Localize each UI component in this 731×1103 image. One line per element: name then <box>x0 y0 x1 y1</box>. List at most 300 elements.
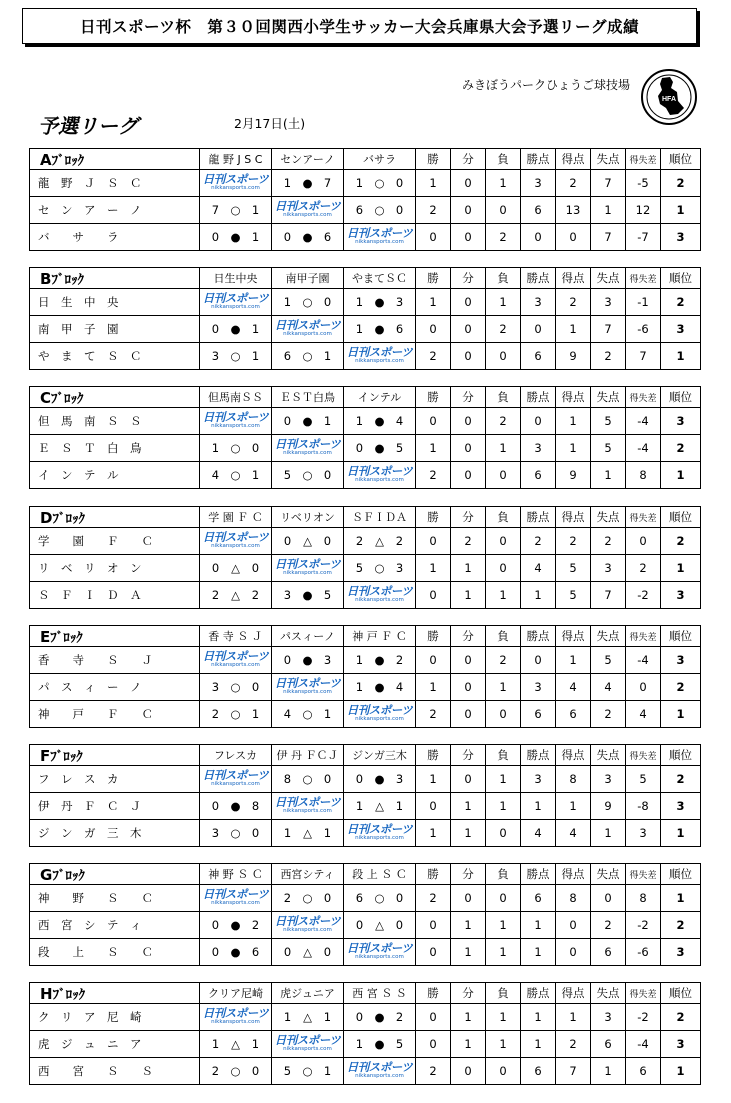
rank: 1 <box>661 343 701 370</box>
opponent-header: 神 野 Ｓ Ｃ <box>200 864 272 885</box>
match-result <box>200 793 272 820</box>
match-result <box>344 885 416 912</box>
block-letter: G <box>40 865 53 884</box>
goals-against-total: 5 <box>591 647 626 674</box>
result-mark: ○ <box>230 349 241 363</box>
table-row <box>30 912 701 939</box>
page-title <box>22 8 697 44</box>
column-header: 失点 <box>591 387 626 408</box>
score <box>272 891 343 905</box>
goals-against: 2 <box>251 588 260 602</box>
column-header: 分 <box>451 387 486 408</box>
result-mark: ○ <box>302 772 313 786</box>
page-title-text: 日刊スポーツ杯 第３０回関西小学生サッカー大会兵庫県大会予選リーグ成績 <box>79 18 640 36</box>
table-row <box>30 343 701 370</box>
goals-against: 0 <box>251 826 260 840</box>
result-mark: ○ <box>374 891 385 905</box>
rank: 2 <box>661 435 701 462</box>
points: 6 <box>521 197 556 224</box>
opponent-header: ジンガ三木 <box>344 745 416 766</box>
goals-for: 5 <box>283 468 292 482</box>
match-result <box>200 343 272 370</box>
team-name: 日 生 中 央 <box>30 289 200 316</box>
losses: 1 <box>486 766 521 793</box>
block-table-c <box>29 386 701 489</box>
column-header: 勝点 <box>521 983 556 1004</box>
column-header: 得失差 <box>626 983 661 1004</box>
column-header: 勝 <box>416 864 451 885</box>
draws: 0 <box>451 885 486 912</box>
goals-against-total: 1 <box>591 462 626 489</box>
losses: 1 <box>486 170 521 197</box>
match-result <box>200 674 272 701</box>
score <box>344 295 415 309</box>
self-match-cell <box>200 1004 272 1031</box>
score <box>200 707 271 721</box>
goals-for: 5 <box>283 1064 292 1078</box>
result-mark: ● <box>230 918 241 932</box>
column-header: 得失差 <box>626 149 661 170</box>
self-match-cell <box>272 555 344 582</box>
result-mark: ○ <box>302 295 313 309</box>
score <box>344 534 415 548</box>
goals-for: 2 <box>211 707 220 721</box>
nikkan-sports-logo <box>203 532 269 549</box>
result-mark: ○ <box>302 1064 313 1078</box>
nikkan-logo-main: 日刊スポーツ <box>274 437 341 452</box>
goals-for: 6 <box>283 349 292 363</box>
column-header: 分 <box>451 864 486 885</box>
match-result <box>344 555 416 582</box>
points: 1 <box>521 1031 556 1058</box>
points: 4 <box>521 820 556 847</box>
table-row <box>30 224 701 251</box>
score <box>344 1010 415 1024</box>
result-mark: △ <box>303 1010 312 1024</box>
goals-for: 0 <box>283 945 292 959</box>
goals-for: 1 <box>355 295 364 309</box>
goal-difference: 8 <box>626 462 661 489</box>
goals-against: 2 <box>395 534 404 548</box>
goals-against: 1 <box>323 414 332 428</box>
goals-for-total: 1 <box>556 793 591 820</box>
column-header: 負 <box>486 387 521 408</box>
score <box>200 1064 271 1078</box>
score <box>344 561 415 575</box>
result-mark: ○ <box>230 680 241 694</box>
rank: 2 <box>661 912 701 939</box>
score <box>200 945 271 959</box>
column-header: 負 <box>486 149 521 170</box>
table-row <box>30 316 701 343</box>
goals-for-total: 2 <box>556 289 591 316</box>
nikkan-sports-logo <box>275 678 341 695</box>
nikkan-logo-sub: nikkansports.com <box>211 184 260 191</box>
match-result <box>344 766 416 793</box>
opponent-header: 学 園 Ｆ Ｃ <box>200 507 272 528</box>
column-header: 得失差 <box>626 626 661 647</box>
goals-against: 0 <box>323 295 332 309</box>
losses: 2 <box>486 408 521 435</box>
goals-against: 1 <box>251 230 260 244</box>
goal-difference: 6 <box>626 1058 661 1085</box>
match-result <box>200 701 272 728</box>
goal-difference: -1 <box>626 289 661 316</box>
draws: 1 <box>451 912 486 939</box>
goals-against: 0 <box>395 918 404 932</box>
result-mark: ○ <box>374 176 385 190</box>
goals-for-total: 1 <box>556 435 591 462</box>
table-row <box>30 582 701 609</box>
goals-for-total: 1 <box>556 316 591 343</box>
block-table-f <box>29 744 701 847</box>
column-header: 分 <box>451 626 486 647</box>
opponent-header: 虎ジュニア <box>272 983 344 1004</box>
nikkan-sports-logo <box>347 466 413 483</box>
goals-against: 0 <box>323 891 332 905</box>
goals-for: 3 <box>211 826 220 840</box>
goals-against: 2 <box>395 1010 404 1024</box>
match-result <box>200 912 272 939</box>
goals-against-total: 3 <box>591 766 626 793</box>
self-match-cell <box>344 224 416 251</box>
goals-against-total: 2 <box>591 912 626 939</box>
goals-for: 8 <box>283 772 292 786</box>
column-header: 順位 <box>661 149 701 170</box>
goals-against: 1 <box>323 1064 332 1078</box>
nikkan-sports-logo <box>203 651 269 668</box>
nikkan-logo-sub: nikkansports.com <box>283 330 332 337</box>
team-name: 香 寺 Ｓ Ｊ <box>30 647 200 674</box>
team-name: リ ベ リ オ ン <box>30 555 200 582</box>
losses: 2 <box>486 224 521 251</box>
goal-difference: -4 <box>626 408 661 435</box>
points: 1 <box>521 582 556 609</box>
goals-for-total: 5 <box>556 582 591 609</box>
nikkan-logo-sub: nikkansports.com <box>211 1018 260 1025</box>
nikkan-logo-sub: nikkansports.com <box>283 926 332 933</box>
column-header: 順位 <box>661 983 701 1004</box>
match-result <box>272 289 344 316</box>
score <box>272 468 343 482</box>
points: 1 <box>521 1004 556 1031</box>
wins: 1 <box>416 674 451 701</box>
table-row <box>30 793 701 820</box>
result-mark: ○ <box>302 468 313 482</box>
result-mark: ● <box>302 653 313 667</box>
match-result <box>344 197 416 224</box>
goals-against: 8 <box>251 799 260 813</box>
column-header: 失点 <box>591 626 626 647</box>
goals-against: 1 <box>323 1010 332 1024</box>
goals-for: 0 <box>355 1010 364 1024</box>
block-letter: C <box>40 388 52 407</box>
draws: 0 <box>451 408 486 435</box>
draws: 0 <box>451 766 486 793</box>
goals-against: 0 <box>395 203 404 217</box>
score <box>344 772 415 786</box>
goals-against-total: 1 <box>591 1058 626 1085</box>
rank: 2 <box>661 766 701 793</box>
result-mark: ○ <box>302 349 313 363</box>
draws: 0 <box>451 647 486 674</box>
result-mark: ● <box>230 799 241 813</box>
nikkan-logo-sub: nikkansports.com <box>355 953 404 960</box>
goals-for-total: 1 <box>556 647 591 674</box>
rank: 3 <box>661 939 701 966</box>
goals-for: 1 <box>283 176 292 190</box>
losses: 1 <box>486 1031 521 1058</box>
goals-for: 1 <box>355 1037 364 1051</box>
table-header-row <box>30 745 701 766</box>
team-name: 西 宮 シ テ ィ <box>30 912 200 939</box>
goals-for: 0 <box>211 230 220 244</box>
column-header: 得点 <box>556 745 591 766</box>
table-header-row <box>30 626 701 647</box>
goals-for: 1 <box>355 680 364 694</box>
opponent-header: フレスカ <box>200 745 272 766</box>
block-name <box>30 507 200 528</box>
column-header: 得失差 <box>626 745 661 766</box>
draws: 0 <box>451 316 486 343</box>
nikkan-logo-sub: nikkansports.com <box>355 238 404 245</box>
score <box>344 176 415 190</box>
self-match-cell <box>344 343 416 370</box>
result-mark: ● <box>302 176 313 190</box>
nikkan-logo-sub: nikkansports.com <box>211 661 260 668</box>
nikkan-logo-main: 日刊スポーツ <box>346 1060 413 1075</box>
points: 0 <box>521 224 556 251</box>
team-name: 段 上 Ｓ Ｃ <box>30 939 200 966</box>
self-match-cell <box>200 170 272 197</box>
goals-for: 1 <box>355 653 364 667</box>
block-name <box>30 387 200 408</box>
goals-for: 1 <box>355 799 364 813</box>
column-header: 得失差 <box>626 864 661 885</box>
column-header: 勝点 <box>521 745 556 766</box>
match-result <box>272 939 344 966</box>
goals-for-total: 6 <box>556 701 591 728</box>
goals-against-total: 2 <box>591 701 626 728</box>
column-header: 勝点 <box>521 387 556 408</box>
draws: 1 <box>451 582 486 609</box>
match-result <box>344 793 416 820</box>
column-header: 得点 <box>556 983 591 1004</box>
nikkan-logo-main: 日刊スポーツ <box>346 226 413 241</box>
goals-for: 0 <box>355 918 364 932</box>
score <box>272 653 343 667</box>
column-header: 分 <box>451 268 486 289</box>
result-mark: ● <box>374 295 385 309</box>
goal-difference: -5 <box>626 170 661 197</box>
result-mark: ● <box>374 414 385 428</box>
rank: 1 <box>661 885 701 912</box>
score <box>344 1037 415 1051</box>
table-row <box>30 820 701 847</box>
goals-for: 3 <box>211 349 220 363</box>
losses: 0 <box>486 1058 521 1085</box>
match-result <box>200 555 272 582</box>
goals-for: 2 <box>355 534 364 548</box>
goals-for-total: 2 <box>556 528 591 555</box>
block-suffix: ﾌﾞﾛｯｸ <box>52 868 85 884</box>
draws: 0 <box>451 435 486 462</box>
column-header: 得失差 <box>626 268 661 289</box>
nikkan-sports-logo <box>203 412 269 429</box>
match-result <box>272 170 344 197</box>
points: 3 <box>521 766 556 793</box>
block-suffix: ﾌﾞﾛｯｸ <box>51 272 84 288</box>
score <box>200 349 271 363</box>
team-name: セ ン ア ー ノ <box>30 197 200 224</box>
score <box>200 588 271 602</box>
result-mark: △ <box>303 534 312 548</box>
match-result <box>200 224 272 251</box>
wins: 1 <box>416 289 451 316</box>
nikkan-logo-sub: nikkansports.com <box>355 715 404 722</box>
match-result <box>344 435 416 462</box>
match-result <box>344 647 416 674</box>
goals-against: 6 <box>395 322 404 336</box>
score <box>200 561 271 575</box>
score <box>344 414 415 428</box>
nikkan-sports-logo <box>275 439 341 456</box>
result-mark: ● <box>302 230 313 244</box>
rank: 1 <box>661 555 701 582</box>
rank: 3 <box>661 582 701 609</box>
draws: 0 <box>451 1058 486 1085</box>
draws: 2 <box>451 528 486 555</box>
losses: 0 <box>486 462 521 489</box>
block-name <box>30 864 200 885</box>
table-row <box>30 462 701 489</box>
self-match-cell <box>200 647 272 674</box>
draws: 1 <box>451 1031 486 1058</box>
opponent-header: 伊 丹 ＦＣＪ <box>272 745 344 766</box>
goals-against-total: 7 <box>591 316 626 343</box>
nikkan-sports-logo <box>275 559 341 576</box>
score <box>272 945 343 959</box>
match-result <box>344 528 416 555</box>
opponent-header: 神 戸 Ｆ Ｃ <box>344 626 416 647</box>
column-header: 得点 <box>556 626 591 647</box>
self-match-cell <box>272 197 344 224</box>
goals-against-total: 1 <box>591 197 626 224</box>
goals-for-total: 8 <box>556 766 591 793</box>
table-row <box>30 1031 701 1058</box>
team-name: 神 野 Ｓ Ｃ <box>30 885 200 912</box>
score <box>200 230 271 244</box>
score <box>272 707 343 721</box>
column-header: 負 <box>486 268 521 289</box>
opponent-header: 南甲子園 <box>272 268 344 289</box>
result-mark: ○ <box>302 891 313 905</box>
score <box>200 203 271 217</box>
team-name: 龍 野 Ｊ Ｓ Ｃ <box>30 170 200 197</box>
goals-against-total: 1 <box>591 820 626 847</box>
column-header: 順位 <box>661 745 701 766</box>
nikkan-logo-main: 日刊スポーツ <box>202 530 269 545</box>
match-result <box>344 674 416 701</box>
team-name: 伊 丹 Ｆ Ｃ Ｊ <box>30 793 200 820</box>
goals-for: 0 <box>283 414 292 428</box>
self-match-cell <box>344 582 416 609</box>
result-mark: ○ <box>230 203 241 217</box>
nikkan-sports-logo <box>347 347 413 364</box>
opponent-header: リベリオン <box>272 507 344 528</box>
nikkan-logo-main: 日刊スポーツ <box>274 795 341 810</box>
goals-for: 5 <box>355 561 364 575</box>
result-mark: ● <box>374 680 385 694</box>
wins: 0 <box>416 582 451 609</box>
wins: 2 <box>416 701 451 728</box>
losses: 2 <box>486 316 521 343</box>
opponent-header: 香 寺 Ｓ Ｊ <box>200 626 272 647</box>
points: 0 <box>521 647 556 674</box>
goals-against: 1 <box>323 707 332 721</box>
nikkan-logo-sub: nikkansports.com <box>355 834 404 841</box>
nikkan-logo-sub: nikkansports.com <box>211 542 260 549</box>
opponent-header: バサラ <box>344 149 416 170</box>
losses: 1 <box>486 435 521 462</box>
nikkan-sports-logo <box>347 824 413 841</box>
goals-against-total: 7 <box>591 224 626 251</box>
goals-for: 1 <box>355 322 364 336</box>
nikkan-logo-sub: nikkansports.com <box>283 569 332 576</box>
draws: 1 <box>451 820 486 847</box>
column-header: 負 <box>486 983 521 1004</box>
result-mark: ● <box>230 945 241 959</box>
goals-for-total: 9 <box>556 462 591 489</box>
goals-against-total: 6 <box>591 939 626 966</box>
losses: 1 <box>486 793 521 820</box>
self-match-cell <box>200 289 272 316</box>
goals-for-total: 13 <box>556 197 591 224</box>
goals-against: 0 <box>323 468 332 482</box>
goals-for-total: 7 <box>556 1058 591 1085</box>
losses: 0 <box>486 555 521 582</box>
rank: 3 <box>661 1031 701 1058</box>
table-header-row <box>30 864 701 885</box>
team-name: フ レ ス カ <box>30 766 200 793</box>
goals-against: 1 <box>395 799 404 813</box>
wins: 0 <box>416 647 451 674</box>
goals-against: 1 <box>251 203 260 217</box>
goals-against: 0 <box>251 441 260 455</box>
goals-against-total: 5 <box>591 408 626 435</box>
draws: 0 <box>451 197 486 224</box>
goals-against: 0 <box>323 772 332 786</box>
score <box>200 441 271 455</box>
opponent-header: 西 宮 Ｓ Ｓ <box>344 983 416 1004</box>
block-suffix: ﾌﾞﾛｯｸ <box>50 749 83 765</box>
goals-against: 1 <box>251 468 260 482</box>
points: 2 <box>521 528 556 555</box>
nikkan-sports-logo <box>275 320 341 337</box>
goals-against-total: 6 <box>591 1031 626 1058</box>
result-mark: ○ <box>302 707 313 721</box>
points: 3 <box>521 170 556 197</box>
nikkan-logo-sub: nikkansports.com <box>355 1072 404 1079</box>
match-result <box>200 820 272 847</box>
points: 4 <box>521 555 556 582</box>
column-header: 順位 <box>661 626 701 647</box>
score <box>200 1037 271 1051</box>
column-header: 順位 <box>661 507 701 528</box>
points: 1 <box>521 939 556 966</box>
score <box>200 799 271 813</box>
goals-against: 1 <box>251 707 260 721</box>
